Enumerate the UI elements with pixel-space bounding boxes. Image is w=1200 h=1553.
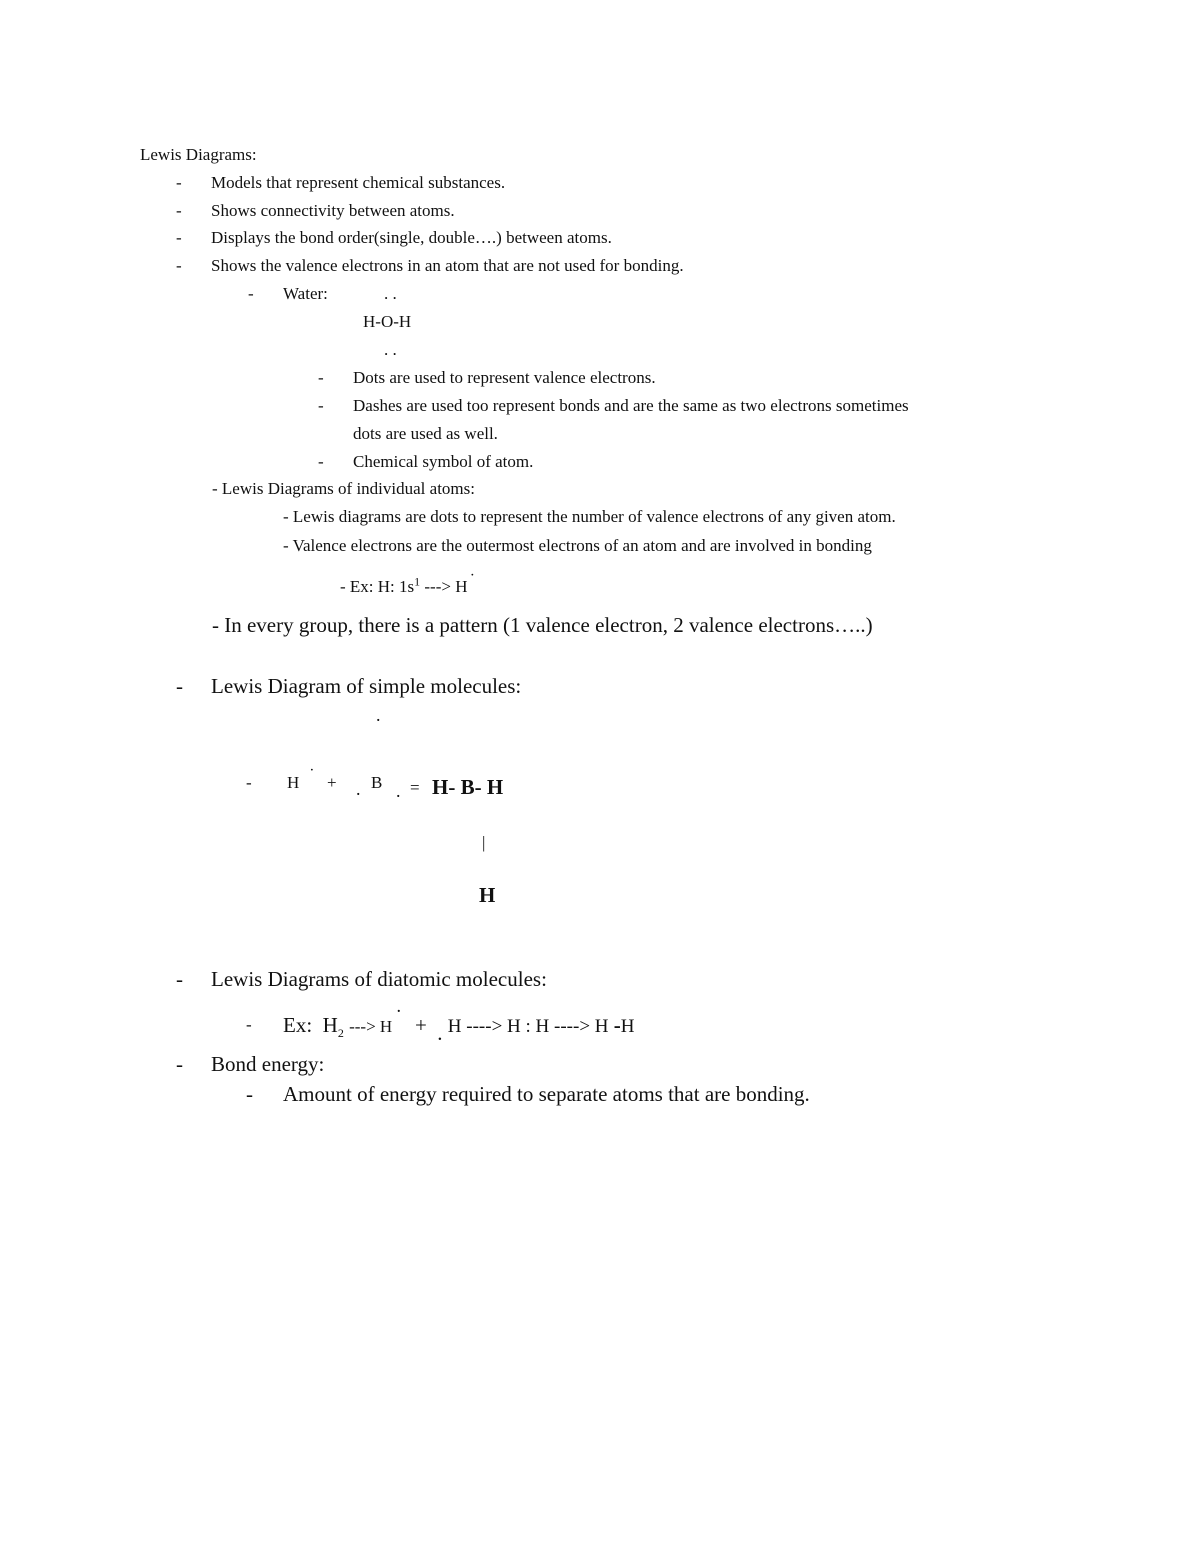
diatomic-heading: Lewis Diagrams of diatomic molecules: [211, 967, 547, 991]
simple-molecules-heading: Lewis Diagram of simple molecules: [211, 674, 522, 698]
bullet-dash: - [176, 1052, 183, 1076]
bullet-dash: - [176, 967, 183, 991]
boron-right-dot: . [396, 781, 401, 801]
hydrogen-dot: ˙ [395, 1005, 403, 1029]
final-hydrogen: H [620, 1016, 635, 1037]
water-bottom-dots: . . [384, 340, 397, 359]
example-superscript: 1 [414, 574, 421, 589]
hydrogen-example [340, 570, 476, 596]
vertical-bond: | [482, 833, 486, 852]
boron-left-dot: . [356, 779, 361, 799]
hydrogen-atom: H [287, 773, 300, 792]
boron-top-dot: . [376, 705, 381, 725]
bullet-text: Shows connectivity between atoms. [211, 201, 455, 220]
individual-atoms-heading: - Lewis Diagrams of individual atoms: [212, 479, 475, 498]
bullet-dash: - [246, 1082, 253, 1106]
hydrogen-dot: ˙ [309, 765, 315, 784]
water-label: Water: [283, 284, 328, 303]
water-formula: H-O-H [363, 312, 412, 331]
bh3-structure: H- B- H [432, 775, 504, 799]
bullet-dash: - [246, 773, 252, 792]
equals-sign: = [410, 778, 420, 797]
water-note: Chemical symbol of atom. [353, 452, 534, 471]
bullet-dash: - [176, 674, 183, 698]
bullet-text: Shows the valence electrons in an atom that are not used for bonding. [211, 256, 684, 275]
water-note: Dashes are used too represent bonds and are the same as two electrons sometimes [353, 396, 909, 415]
hydrogen-left-dot: . [437, 1021, 443, 1045]
water-top-dots: . . [384, 284, 397, 303]
water-note-continued: dots are used as well. [353, 424, 498, 443]
bullet-dash: - [176, 173, 182, 192]
bullet-dash: - [176, 256, 182, 275]
bullet-dash: - [248, 284, 254, 303]
pattern-note: - In every group, there is a pattern (1 valence electron, 2 valence electrons…..) [212, 613, 873, 637]
plus-sign: + [414, 1013, 427, 1037]
individual-atoms-line: - Valence electrons are the outermost electrons of an atom and are involved in bonding [283, 536, 872, 555]
bullet-dash: - [318, 396, 324, 415]
bullet-text: Models that represent chemical substances. [211, 173, 506, 192]
bullet-dash: - [176, 228, 182, 247]
diatomic-sequence: H ----> H : H ----> H [447, 1016, 609, 1037]
individual-atoms-line: - Lewis diagrams are dots to represent the number of valence electrons of any given atom. [283, 507, 896, 526]
arrow-to-h: ---> H [349, 1017, 393, 1036]
valence-dot: ˙ [469, 570, 476, 589]
example-label: Ex: [283, 1013, 313, 1037]
h2-symbol: H [322, 1013, 338, 1037]
bullet-dash: - [176, 201, 182, 220]
water-note: Dots are used to represent valence electrons. [353, 368, 656, 387]
h2-subscript: 2 [337, 1026, 344, 1041]
example-suffix: ---> H [420, 577, 468, 596]
example-prefix: - Ex: H: 1s [340, 577, 415, 596]
single-bond: - [608, 1013, 621, 1037]
plus-sign: + [327, 773, 337, 792]
bullet-dash: - [246, 1015, 252, 1034]
bond-energy-definition: Amount of energy required to separate atoms that are bonding. [283, 1082, 810, 1106]
bottom-hydrogen: H [479, 883, 496, 907]
page-heading: Lewis Diagrams: [140, 145, 257, 164]
bullet-text: Displays the bond order(single, double….) between atoms. [211, 228, 612, 247]
bullet-dash: - [318, 368, 324, 387]
diatomic-example [283, 1005, 635, 1045]
bullet-dash: - [318, 452, 324, 471]
boron-atom: B [371, 773, 383, 792]
bond-energy-heading: Bond energy: [211, 1052, 325, 1076]
